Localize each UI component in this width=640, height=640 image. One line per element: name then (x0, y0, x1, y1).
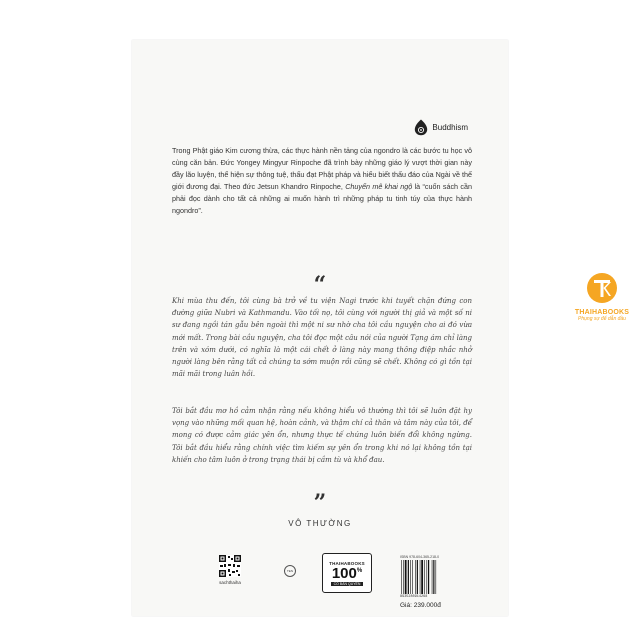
barcode-bar (424, 560, 425, 594)
barcode-bar (401, 560, 402, 594)
barcode-bar (415, 560, 416, 594)
barcode-bar (428, 560, 429, 594)
badge-brand: THAIHABOOKS (329, 560, 365, 566)
qr-label: sachthaiha (219, 580, 241, 585)
intro-text-2: là “cuốn sách cần phải đọc dành cho tất cả những ai muốn hành trì những pháp tu tinh túy của thực hành ngondro”. (172, 182, 472, 216)
barcode-bar (433, 560, 434, 594)
publisher-seal (284, 565, 296, 577)
excerpt-paragraph-2: Tôi bắt đầu mơ hồ cảm nhận rằng nếu không hiểu vô thường thì tôi sẽ luôn đặt hy vọng vào những mối quan hệ, hoàn cảnh, và thậm chí cả thân và tâm này của tôi, để mong có được cảm giác yên ổn, nhưng thực tế chúng luôn biến đổi không ngừng. Tôi bắt đầu hiểu rằng chính việc tìm kiếm sự yên ổn trong khi nó lại không tồn tại khiến cho tâm luôn ở trong trạng thái bị cầm tù và khổ đau. (172, 407, 472, 464)
barcode-bar (410, 560, 411, 594)
watermark-brand: THAIHABOOKS (574, 309, 630, 316)
isbn-text: ISBN 978-604-365-218-0 (400, 555, 440, 559)
barcode-bar (432, 560, 433, 594)
open-quote-mark: “ (313, 272, 327, 298)
badge-number: 100% (331, 564, 363, 582)
thaihabooks-watermark (566, 272, 638, 322)
lotus-leaf-icon (414, 119, 428, 136)
intro-book-title: Chuyển mê khai ngộ (345, 182, 413, 192)
barcode-bar (408, 560, 409, 594)
barcode-bar (412, 560, 413, 594)
thaihabooks-logo-icon (586, 272, 618, 304)
category-text: Buddhism (432, 123, 468, 132)
book-back-cover (132, 40, 508, 616)
price-label: Giá: 239.000đ (400, 602, 441, 609)
watermark-tagline: Phụng sự để dẫn đầu (578, 316, 626, 322)
barcode-bar (420, 560, 421, 594)
intro-paragraph (172, 145, 472, 218)
badge-subtitle: CÓ BẢN QUYỀN (331, 582, 364, 586)
barcode-bar (427, 560, 428, 594)
barcode-number: 8935280914268 (400, 595, 428, 599)
barcode-bar (405, 560, 407, 594)
barcode-bar (436, 560, 437, 594)
barcode-bar (403, 560, 404, 594)
barcode-bar (417, 560, 418, 594)
book-title-footer: VÔ THƯỜNG (288, 519, 352, 528)
excerpt-paragraph-1: Khi mùa thu đến, tôi cùng bà trở về tu viện Nagi trước khi tuyết chặn đứng con đường giữa Nubri và Kathmandu. Vào tối nọ, tôi cùng với người thị giả và một số ni sư đang ngồi tán gẫu bên ngoài thì một ni sư nhờ cha tôi cầu nguyện cho ai đó vừa mới mất. Trong bài cầu nguyện, cha tôi đọc một câu nói của người Tạng ám chỉ làng trên và xóm dưới, có nghĩa là một cái chết ở làng này mang thông điệp nhắc nhở người làng bên rằng tất cả chúng ta sớm muộn rồi cũng sẽ chết. Không có gì tồn tại mãi mãi trong luân hồi. (172, 297, 472, 379)
barcode-bar (421, 560, 423, 594)
intro-text-1: Trong Phật giáo Kim cương thừa, các thực hành nền tảng của ngondro là các bước tu học vô cùng căn bản. Đức Yongey Mingyur Rinpoche đã trình bày những giáo lý vượt thời gian này đầy lão luyện, thể hiện sự thông tuệ, thấu đạt Phật pháp và hiểu biết thấu đáo của Ngài về thế giới đương đại. Theo đức Jetsun Khandro Rinpoche, (172, 146, 472, 192)
barcode (400, 560, 450, 594)
publisher-seal-text: TEN (287, 569, 293, 573)
close-quote-mark: ” (313, 490, 327, 516)
qr-code-icon (219, 555, 241, 577)
category-label (414, 119, 468, 136)
copyright-badge (322, 553, 372, 593)
